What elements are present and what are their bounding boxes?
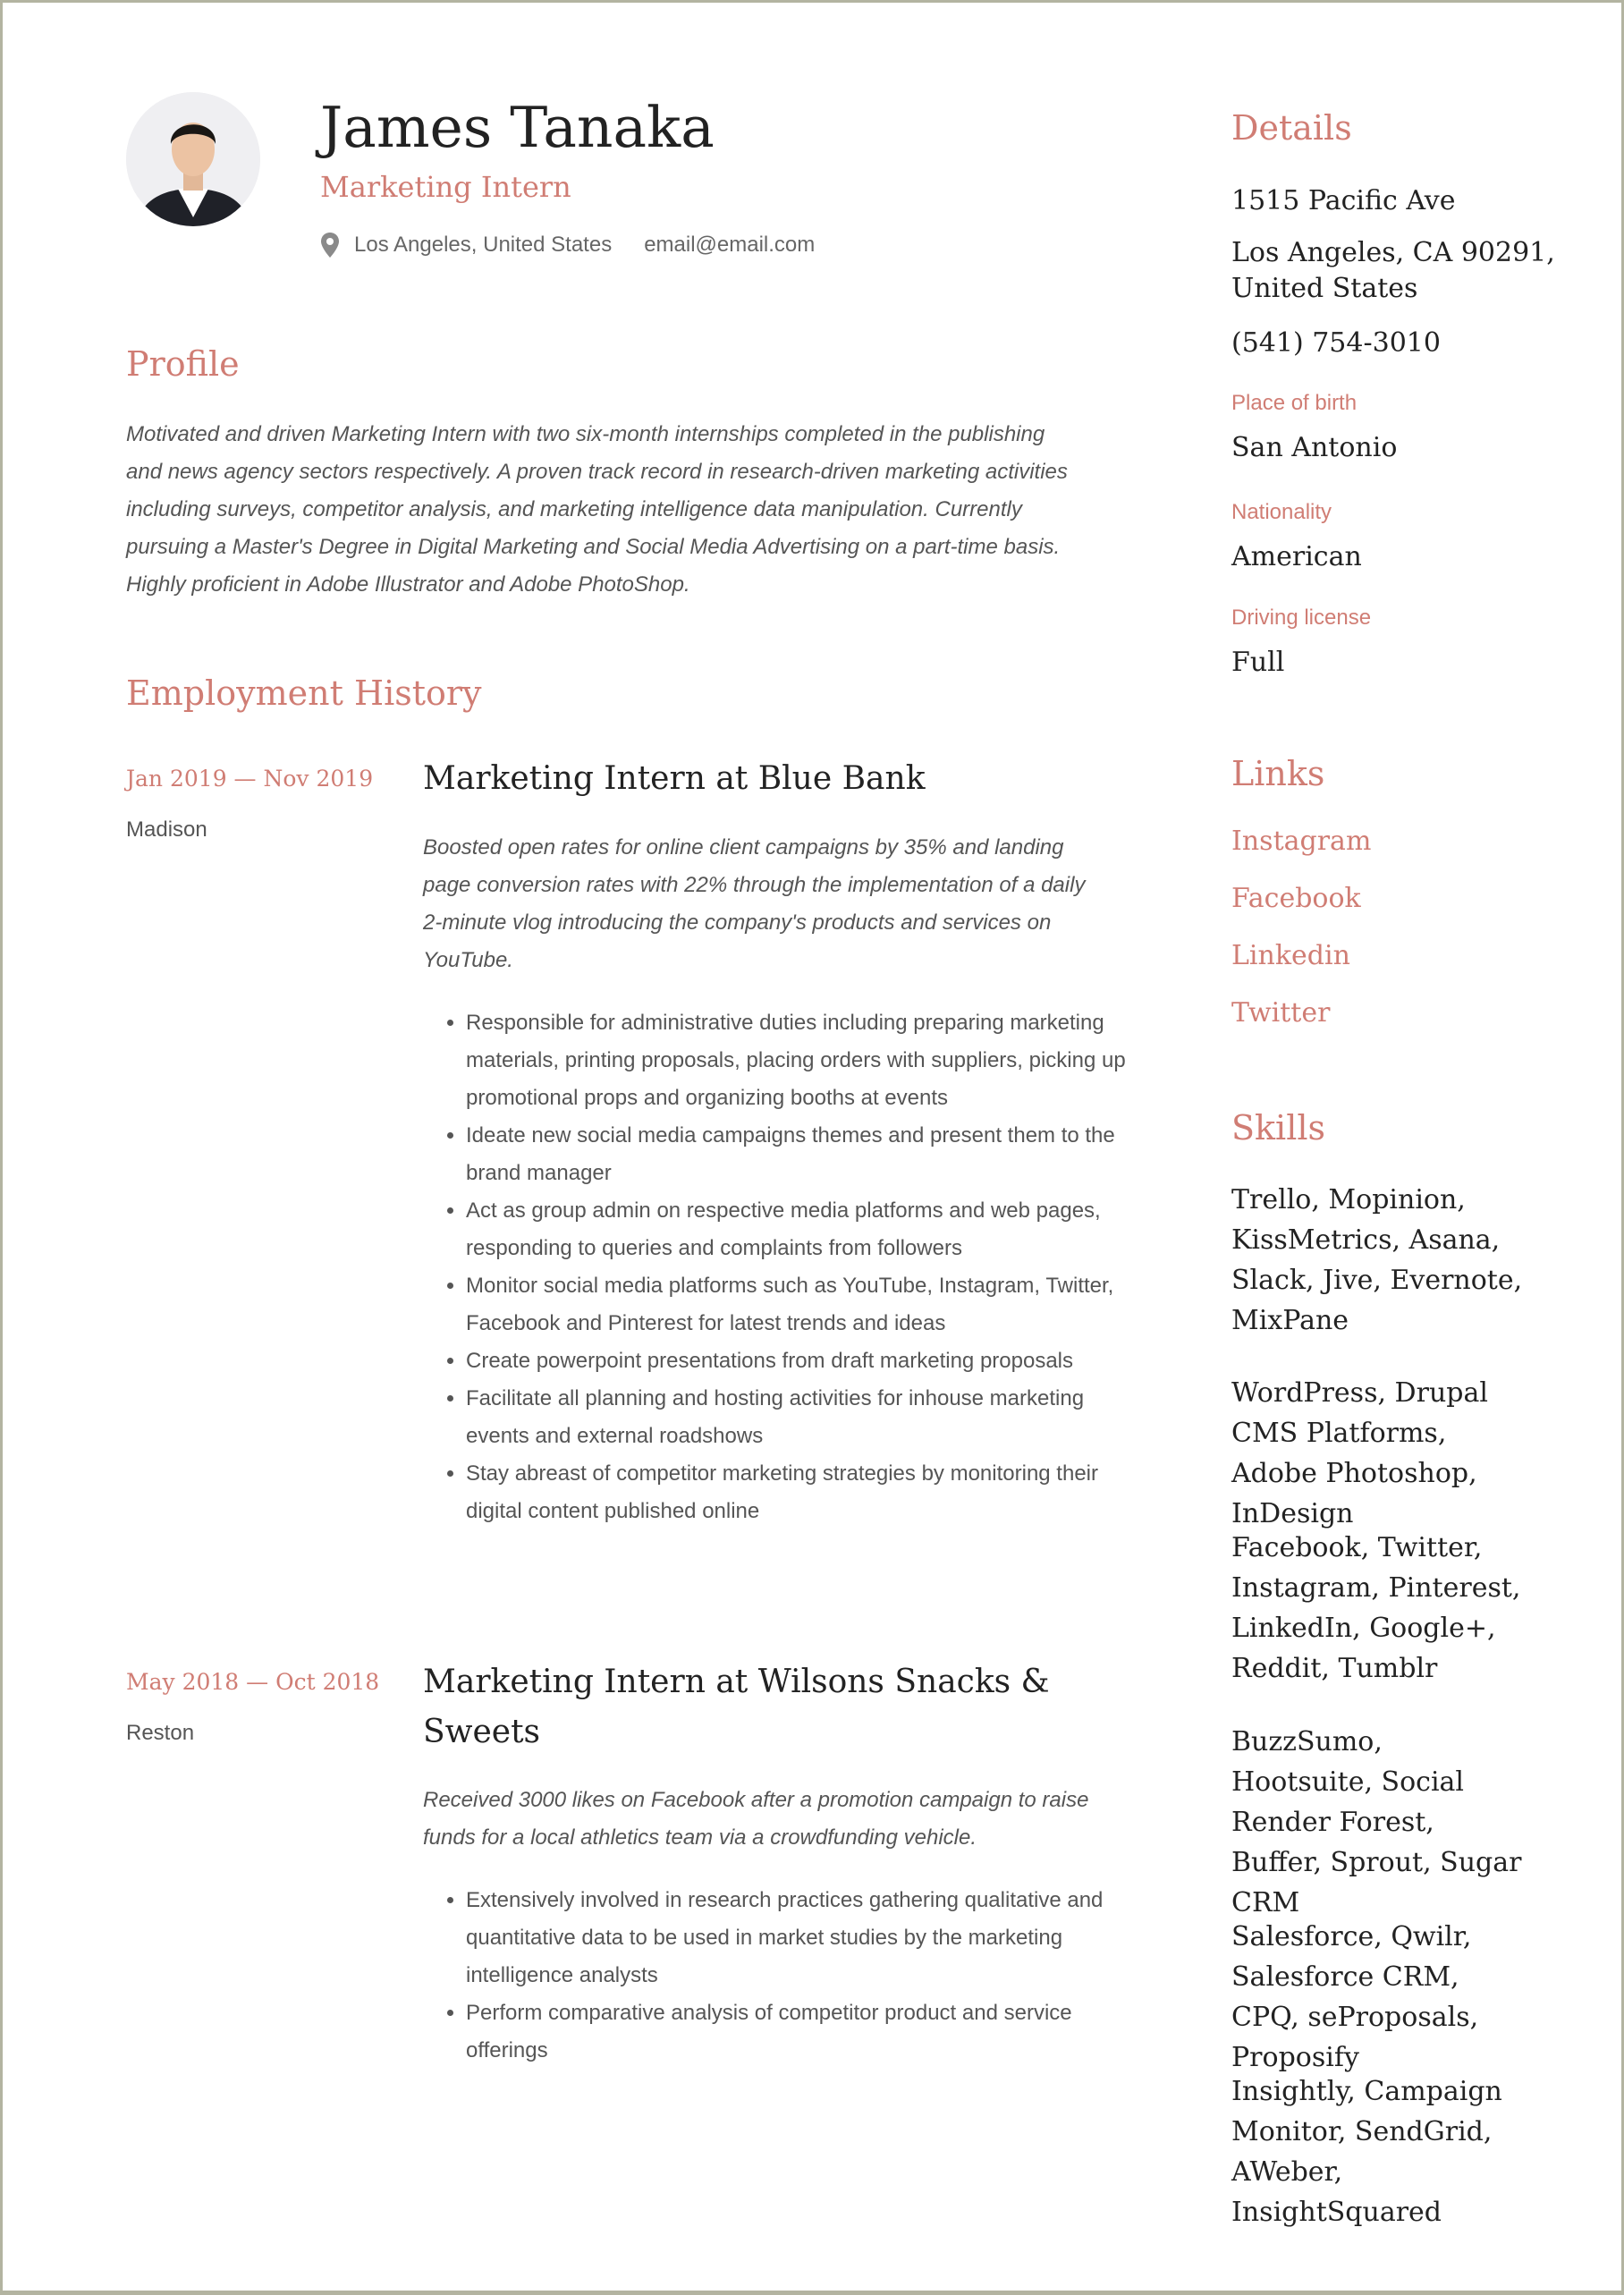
link-instagram[interactable]: Instagram [1231,826,1372,857]
job-bullet: • Monitor social media platforms such as YouTube, Instagram, Twitter, Facebook and Pinterest for latest trends and ideas [466,1267,1146,1342]
details-heading: Details [1231,108,1352,148]
candidate-name: James Tanaka [320,95,715,160]
job-bullet: • Ideate new social media campaigns themes and present them to the brand manager [466,1117,1146,1192]
skill-group: Trello, Mopinion, KissMetrics, Asana, Slack, Jive, Evernote, MixPane [1231,1184,1523,1336]
place-of-birth-label: Place of birth [1231,391,1358,415]
job-dates: May 2018 — Oct 2018 [126,1669,380,1695]
address-line-2: Los Angeles, CA 90291, United States [1231,237,1555,304]
link-twitter[interactable]: Twitter [1231,997,1331,1029]
job-location: Reston [126,1721,195,1745]
link-facebook[interactable]: Facebook [1231,883,1361,914]
skill-group: Insightly, Campaign Monitor, SendGrid, AWeber, InsightSquared [1231,2076,1502,2228]
job-description: Received 3000 likes on Facebook after a promotion campaign to raise funds for a local athletics team via a crowdfunding vehicle. [423,1788,1089,1850]
driving-license-value: Full [1231,647,1285,678]
address-line-1: 1515 Pacific Ave [1231,185,1456,216]
phone-number: (541) 754-3010 [1231,327,1441,359]
skill-group: Salesforce, Qwilr, Salesforce CRM, CPQ, seProposals, Proposify [1231,1921,1479,2073]
job-bullet: • Extensively involved in research practices gathering qualitative and quantitative data to be used in market studies by the marketing intelligence analysts [466,1882,1146,1994]
driving-license-label: Driving license [1231,606,1372,630]
skill-group: WordPress, Drupal CMS Platforms, Adobe Photoshop, InDesign [1231,1377,1488,1529]
skill-group: BuzzSumo, Hootsuite, Social Render Forest, Buffer, Sprout, Sugar CRM [1231,1726,1522,1918]
job-bullet: • Create powerpoint presentations from draft marketing proposals [466,1342,1146,1380]
email-text: email@email.com [644,233,816,257]
job-bullet: • Perform comparative analysis of competitor product and service offerings [466,1994,1146,2070]
job-bullet: • Stay abreast of competitor marketing strategies by monitoring their digital content published online [466,1455,1146,1530]
job-bullet: • Facilitate all planning and hosting activities for inhouse marketing events and external roadshows [466,1380,1146,1455]
avatar [126,92,260,226]
link-linkedin[interactable]: Linkedin [1231,940,1350,971]
skill-group: Facebook, Twitter, Instagram, Pinterest, LinkedIn, Google+, Reddit, Tumblr [1231,1532,1521,1684]
profile-heading: Profile [126,344,240,384]
person-photo-icon [126,92,260,226]
job-description: Boosted open rates for online client campaigns by 35% and landing page conversion rates with 22% through the implementation of a daily 2-minute vlog introducing the company's products and services on YouTube. [423,835,1086,972]
job-bullet: • Act as group admin on respective media platforms and web pages, responding to queries and complaints from followers [466,1192,1146,1267]
job-bullet: • Responsible for administrative duties including preparing marketing materials, printing proposals, placing orders with suppliers, picking up promotional props and organizing booths at events [466,1004,1146,1117]
profile-summary: Motivated and driven Marketing Intern with two six-month internships completed in the publishing and news agency sectors respectively. A proven track record in research-driven marketing activities including surveys, competitor analysis, and marketing intelligence data manipulation. Currently pursuing a Master's Degree in Digital Marketing and Social Media Advertising on a part-time basis. Highly proficient in Adobe Illustrator and Adobe PhotoShop. [126,422,1068,597]
location-pin-icon [320,232,340,258]
candidate-title: Marketing Intern [320,170,571,204]
location-text: Los Angeles, United States [354,233,613,257]
nationality-label: Nationality [1231,500,1332,524]
resume-page [3,3,1621,2291]
employment-heading: Employment History [126,673,482,713]
contact-line [320,232,815,258]
job-bullet-list [423,1004,1146,1530]
nationality-value: American [1231,541,1362,572]
job-bullet-list [423,1882,1146,2070]
job-location: Madison [126,817,207,842]
links-heading: Links [1231,754,1325,793]
skills-heading: Skills [1231,1108,1326,1148]
place-of-birth-value: San Antonio [1231,432,1398,463]
job-title: Marketing Intern at Wilsons Snacks & Sweets [423,1664,1050,1750]
job-dates: Jan 2019 — Nov 2019 [126,766,374,792]
job-title: Marketing Intern at Blue Bank [423,760,926,797]
